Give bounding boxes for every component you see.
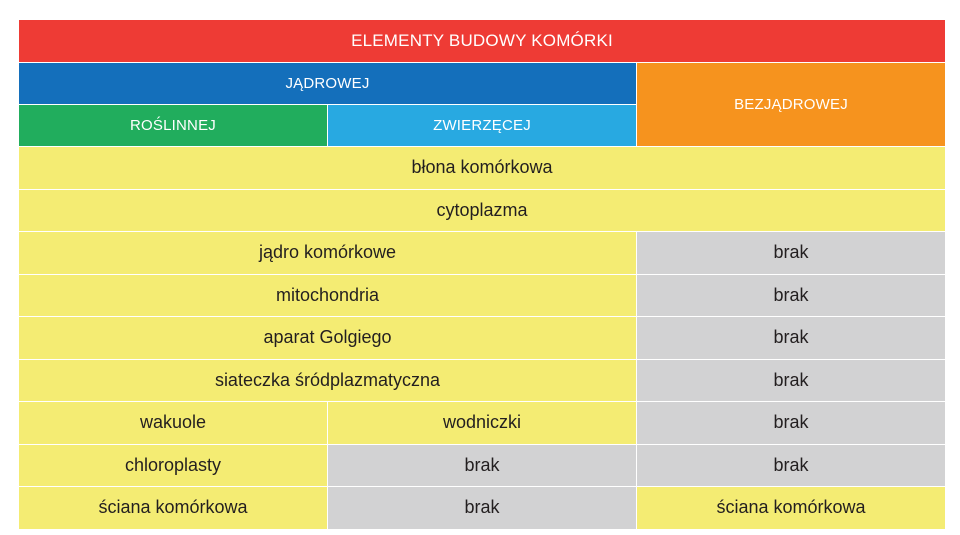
header-animal: ZWIERZĘCEJ (328, 105, 636, 146)
cell-mitochondria-non-nuclear: brak (637, 275, 945, 317)
cell-er: siateczka śródplazmatyczna (19, 360, 636, 402)
cell-vacuoles-plant: wakuole (19, 402, 327, 444)
cell-chloroplasts-plant: chloroplasty (19, 445, 327, 487)
row-cytoplasm: cytoplazma (19, 190, 945, 232)
header-nuclear: JĄDROWEJ (19, 63, 636, 104)
cell-mitochondria: mitochondria (19, 275, 636, 317)
cell-nucleus: jądro komórkowe (19, 232, 636, 274)
row-cell-membrane: błona komórkowa (19, 147, 945, 189)
cell-vacuoles-non-nuclear: brak (637, 402, 945, 444)
cell-golgi-non-nuclear: brak (637, 317, 945, 359)
cell-wall-non-nuclear: ściana komórkowa (637, 487, 945, 529)
cell-er-non-nuclear: brak (637, 360, 945, 402)
table-title: ELEMENTY BUDOWY KOMÓRKI (19, 20, 945, 62)
cell-elements-table (19, 20, 943, 529)
cell-chloroplasts-animal: brak (328, 445, 636, 487)
cell-vacuoles-animal: wodniczki (328, 402, 636, 444)
cell-nucleus-non-nuclear: brak (637, 232, 945, 274)
cell-chloroplasts-non-nuclear: brak (637, 445, 945, 487)
cell-wall-plant: ściana komórkowa (19, 487, 327, 529)
header-non-nuclear: BEZJĄDROWEJ (637, 63, 945, 146)
cell-golgi: aparat Golgiego (19, 317, 636, 359)
header-plant: ROŚLINNEJ (19, 105, 327, 146)
cell-wall-animal: brak (328, 487, 636, 529)
